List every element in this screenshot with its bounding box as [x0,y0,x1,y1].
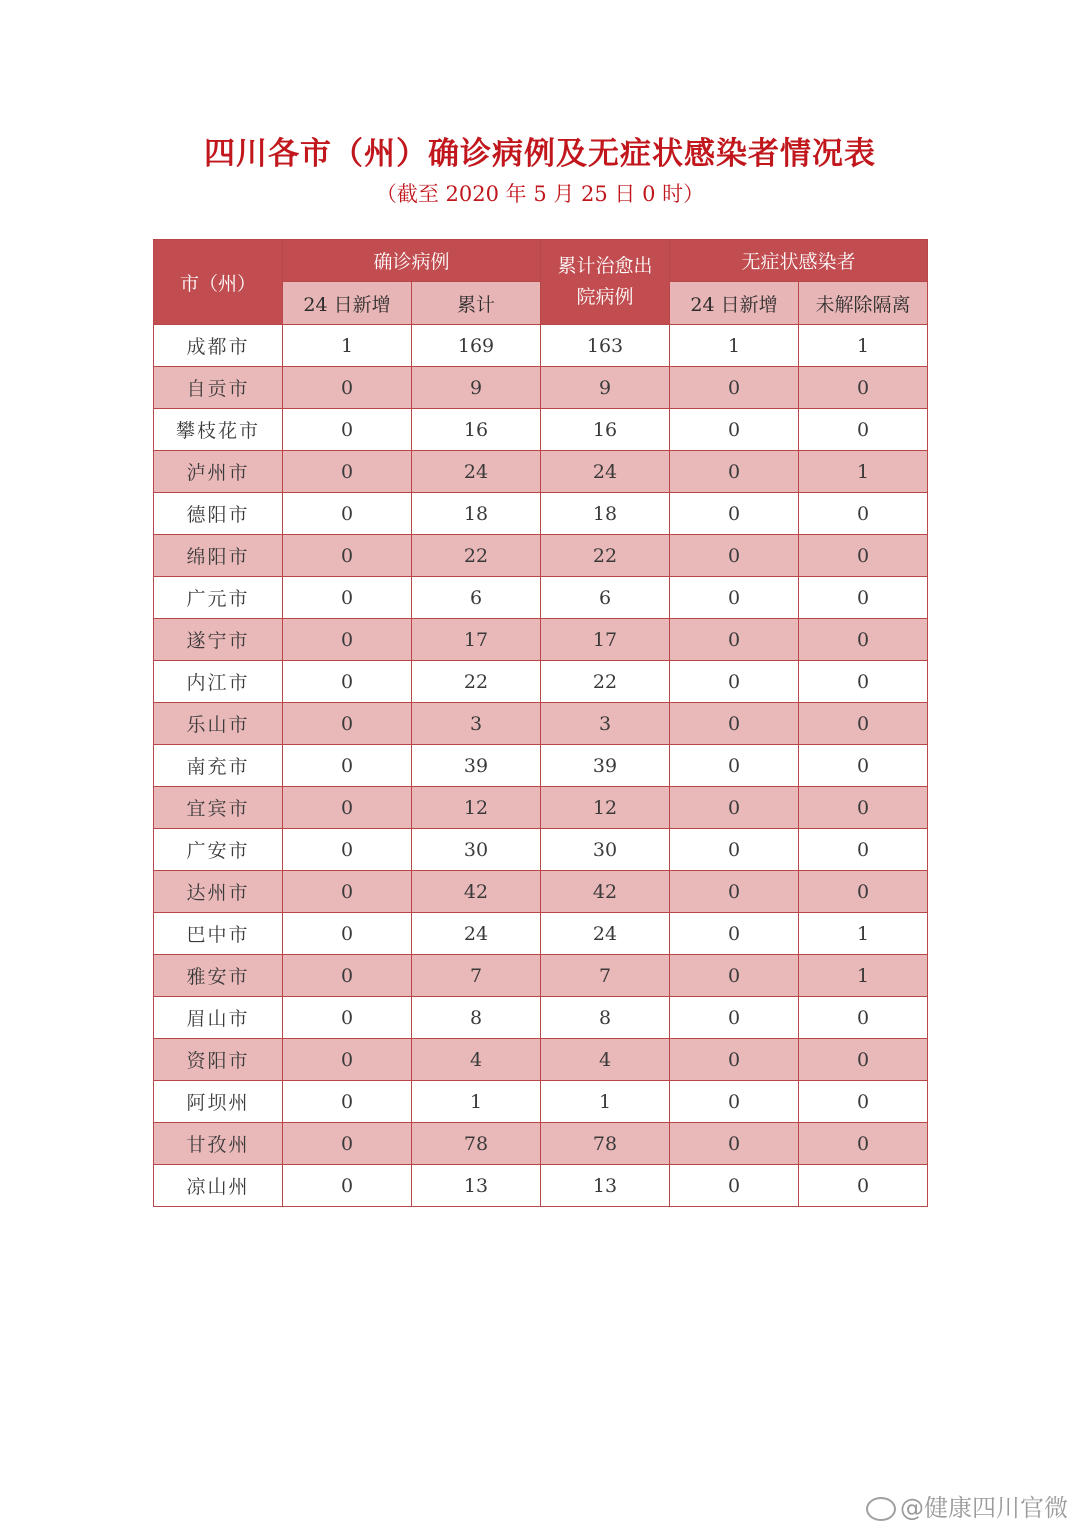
cell-recovered: 42 [541,871,670,913]
table-row [154,409,928,451]
cell-asymptomatic-new: 0 [670,1039,799,1081]
cell-asymptomatic-new: 0 [670,661,799,703]
table-body [154,325,928,1207]
cell-recovered: 6 [541,577,670,619]
cell-asymptomatic-isolation: 0 [799,1081,928,1123]
cell-recovered: 7 [541,955,670,997]
cell-asymptomatic-new: 0 [670,955,799,997]
cell-confirmed-new: 0 [283,1165,412,1207]
cell-city: 攀枝花市 [154,409,283,451]
table-row [154,787,928,829]
cell-confirmed-total: 4 [412,1039,541,1081]
cell-confirmed-total: 24 [412,913,541,955]
cell-confirmed-new: 0 [283,1081,412,1123]
cell-confirmed-total: 12 [412,787,541,829]
cell-confirmed-new: 0 [283,409,412,451]
cell-asymptomatic-isolation: 0 [799,1039,928,1081]
cell-city: 宜宾市 [154,787,283,829]
cell-recovered: 24 [541,451,670,493]
table-row [154,577,928,619]
table-row [154,619,928,661]
cell-asymptomatic-isolation: 0 [799,787,928,829]
header-asymptomatic-isolation: 未解除隔离 [799,282,928,325]
cell-confirmed-total: 13 [412,1165,541,1207]
cell-confirmed-total: 6 [412,577,541,619]
cell-asymptomatic-new: 0 [670,829,799,871]
cell-confirmed-total: 42 [412,871,541,913]
cell-confirmed-new: 0 [283,1123,412,1165]
cell-recovered: 16 [541,409,670,451]
cell-confirmed-new: 0 [283,619,412,661]
cell-recovered: 17 [541,619,670,661]
cell-recovered: 12 [541,787,670,829]
page-subtitle: （截至 2020 年 5 月 25 日 0 时） [375,182,705,206]
cell-city: 巴中市 [154,913,283,955]
cell-asymptomatic-new: 0 [670,409,799,451]
table-row [154,1165,928,1207]
cell-asymptomatic-isolation: 1 [799,451,928,493]
cell-confirmed-total: 18 [412,493,541,535]
cell-confirmed-total: 30 [412,829,541,871]
cell-recovered: 30 [541,829,670,871]
cell-asymptomatic-isolation: 0 [799,577,928,619]
cell-asymptomatic-new: 0 [670,913,799,955]
cell-confirmed-new: 0 [283,787,412,829]
cell-city: 乐山市 [154,703,283,745]
cell-asymptomatic-new: 0 [670,745,799,787]
cell-confirmed-total: 9 [412,367,541,409]
cell-recovered: 39 [541,745,670,787]
table-row [154,913,928,955]
cell-confirmed-total: 1 [412,1081,541,1123]
cell-asymptomatic-new: 0 [670,997,799,1039]
table-row [154,703,928,745]
table-row [154,535,928,577]
cell-confirmed-new: 0 [283,661,412,703]
cell-confirmed-new: 0 [283,745,412,787]
cell-city: 泸州市 [154,451,283,493]
cell-recovered: 8 [541,997,670,1039]
cell-asymptomatic-isolation: 1 [799,325,928,367]
cell-asymptomatic-isolation: 0 [799,997,928,1039]
cell-asymptomatic-isolation: 0 [799,1123,928,1165]
cell-city: 达州市 [154,871,283,913]
header-recovered [541,240,670,325]
cell-asymptomatic-new: 0 [670,367,799,409]
header-asymptomatic-group: 无症状感染者 [670,240,928,282]
cell-asymptomatic-isolation: 0 [799,535,928,577]
cell-city: 雅安市 [154,955,283,997]
cell-confirmed-new: 0 [283,367,412,409]
cell-confirmed-total: 3 [412,703,541,745]
cell-asymptomatic-isolation: 0 [799,871,928,913]
table-row [154,661,928,703]
table-row [154,955,928,997]
cell-confirmed-new: 0 [283,451,412,493]
table-row [154,367,928,409]
cell-asymptomatic-new: 0 [670,1165,799,1207]
table-row [154,1081,928,1123]
header-city: 市（州） [154,240,283,325]
cell-asymptomatic-isolation: 0 [799,619,928,661]
watermark-text: @健康四川官微 [900,1494,1068,1522]
cell-confirmed-new: 0 [283,955,412,997]
cell-asymptomatic-new: 0 [670,493,799,535]
cell-city: 广安市 [154,829,283,871]
cell-city: 德阳市 [154,493,283,535]
weibo-icon [866,1497,896,1521]
cell-recovered: 4 [541,1039,670,1081]
cell-confirmed-total: 24 [412,451,541,493]
cell-city: 遂宁市 [154,619,283,661]
cell-confirmed-total: 7 [412,955,541,997]
cell-confirmed-total: 22 [412,661,541,703]
cell-confirmed-total: 39 [412,745,541,787]
cell-asymptomatic-isolation: 0 [799,409,928,451]
cell-city: 内江市 [154,661,283,703]
cell-recovered: 3 [541,703,670,745]
header-recovered-label: 累计治愈出院病例 [557,255,653,308]
cell-confirmed-new: 0 [283,535,412,577]
cell-asymptomatic-isolation: 0 [799,661,928,703]
cell-recovered: 9 [541,367,670,409]
cell-city: 绵阳市 [154,535,283,577]
cell-recovered: 78 [541,1123,670,1165]
cell-city: 资阳市 [154,1039,283,1081]
cell-recovered: 1 [541,1081,670,1123]
cell-asymptomatic-new: 0 [670,703,799,745]
header-confirmed-new: 24 日新增 [283,282,412,325]
cell-recovered: 22 [541,535,670,577]
cell-asymptomatic-new: 0 [670,535,799,577]
table-row [154,325,928,367]
cell-asymptomatic-isolation: 0 [799,745,928,787]
cell-confirmed-new: 0 [283,829,412,871]
cell-confirmed-new: 0 [283,1039,412,1081]
cell-asymptomatic-new: 1 [670,325,799,367]
cell-confirmed-new: 0 [283,577,412,619]
table-row [154,493,928,535]
cell-confirmed-new: 0 [283,997,412,1039]
cell-city: 南充市 [154,745,283,787]
cell-confirmed-total: 17 [412,619,541,661]
header-confirmed-total: 累计 [412,282,541,325]
cell-asymptomatic-new: 0 [670,577,799,619]
cell-confirmed-new: 0 [283,493,412,535]
table-row [154,871,928,913]
watermark [866,1488,1068,1523]
cell-recovered: 13 [541,1165,670,1207]
header-asymptomatic-new: 24 日新增 [670,282,799,325]
cell-asymptomatic-new: 0 [670,1123,799,1165]
cell-recovered: 22 [541,661,670,703]
cell-recovered: 18 [541,493,670,535]
cell-asymptomatic-isolation: 0 [799,367,928,409]
cell-asymptomatic-isolation: 0 [799,703,928,745]
cell-asymptomatic-isolation: 1 [799,913,928,955]
cell-confirmed-new: 1 [283,325,412,367]
cell-asymptomatic-new: 0 [670,1081,799,1123]
cell-confirmed-new: 0 [283,703,412,745]
cell-confirmed-total: 78 [412,1123,541,1165]
cell-city: 广元市 [154,577,283,619]
page-title: 四川各市（州）确诊病例及无症状感染者情况表 [204,136,876,172]
cell-city: 阿坝州 [154,1081,283,1123]
cell-city: 成都市 [154,325,283,367]
cell-city: 眉山市 [154,997,283,1039]
cell-asymptomatic-isolation: 1 [799,955,928,997]
cell-asymptomatic-isolation: 0 [799,493,928,535]
table-row [154,745,928,787]
table-row [154,1039,928,1081]
cell-confirmed-total: 8 [412,997,541,1039]
cell-asymptomatic-isolation: 0 [799,829,928,871]
cell-asymptomatic-new: 0 [670,871,799,913]
cell-confirmed-new: 0 [283,871,412,913]
cell-asymptomatic-new: 0 [670,787,799,829]
cell-city: 自贡市 [154,367,283,409]
cases-table [153,239,928,1207]
cell-confirmed-total: 16 [412,409,541,451]
cell-city: 凉山州 [154,1165,283,1207]
cell-asymptomatic-isolation: 0 [799,1165,928,1207]
cell-recovered: 24 [541,913,670,955]
table-row [154,829,928,871]
cell-city: 甘孜州 [154,1123,283,1165]
cell-asymptomatic-new: 0 [670,451,799,493]
cell-confirmed-total: 22 [412,535,541,577]
table-row [154,451,928,493]
cell-confirmed-total: 169 [412,325,541,367]
header-confirmed-group: 确诊病例 [283,240,541,282]
table-row [154,997,928,1039]
cell-confirmed-new: 0 [283,913,412,955]
cell-asymptomatic-new: 0 [670,619,799,661]
cell-recovered: 163 [541,325,670,367]
table-row [154,1123,928,1165]
